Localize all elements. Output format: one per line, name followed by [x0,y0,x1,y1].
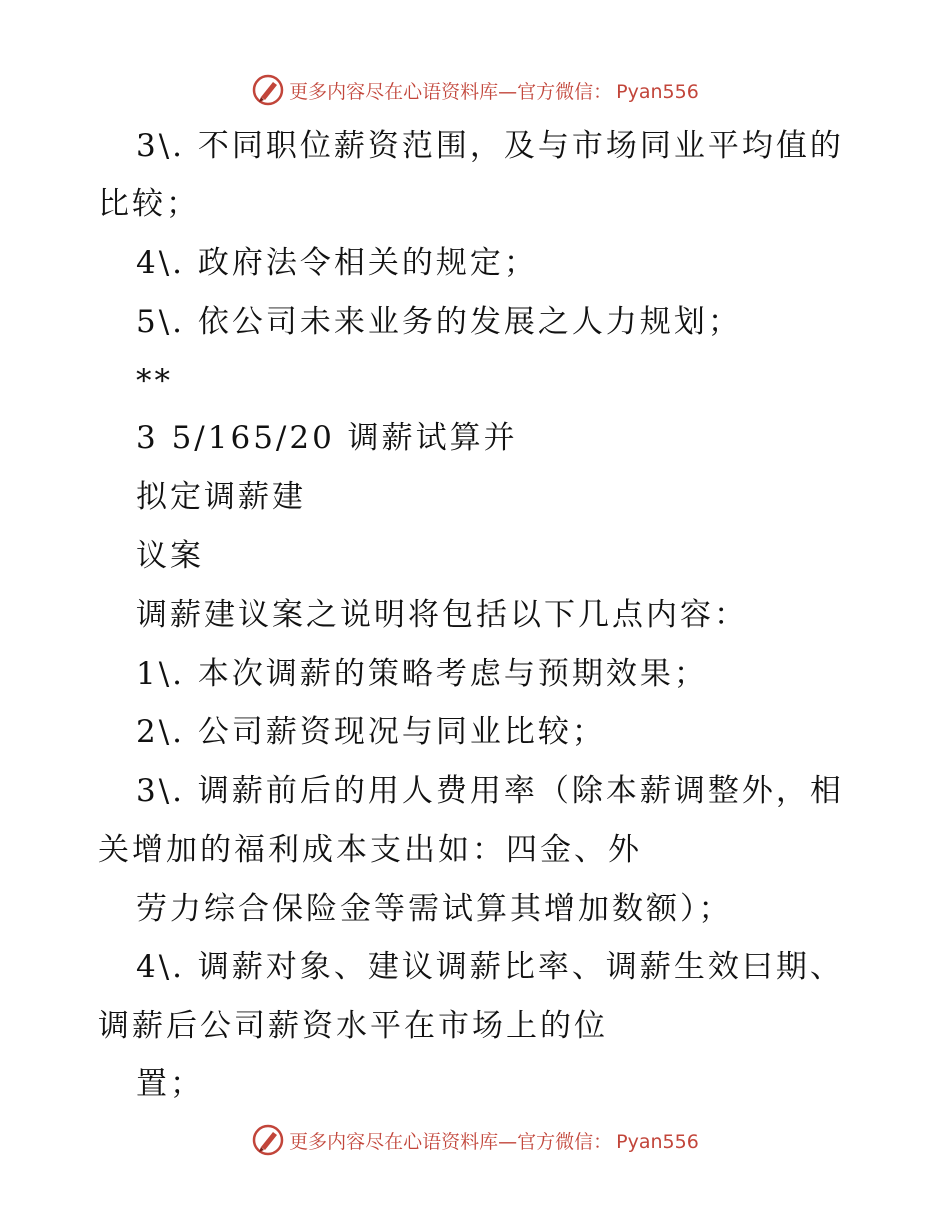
paragraph-line: 关增加的福利成本支出如：四金、外 [98,832,642,868]
paragraph-line: 置； [136,1066,204,1102]
paragraph-line: 劳力综合保险金等需试算其增加数额）； [136,891,733,927]
paragraph-line: 比较； [98,186,200,222]
paragraph-line: 4\. 调薪对象、建议调薪比率、调薪生效曰期、 [136,949,844,985]
pen-logo-icon [251,73,285,107]
section-heading: 议案 [136,538,204,574]
paragraph-line: 3\. 调薪前后的用人费用率（除本薪调整外，相 [136,773,844,809]
paragraph-line: 4\. 政府法令相关的规定； [136,245,538,281]
paragraph-line: 3\. 不同职位薪资范围，及与市场同业平均值的 [136,128,844,164]
pen-logo-icon [251,1123,285,1157]
paragraph-line: 2\. 公司薪资现况与同业比较； [136,714,606,750]
paragraph-line: ** [136,363,173,399]
paragraph-line: 1\. 本次调薪的策略考虑与预期效果； [136,656,708,692]
watermark-banner-bottom [0,1120,950,1160]
paragraph-line: 调薪建议案之说明将包括以下几点内容： [136,597,748,633]
paragraph-line: 5\. 依公司未来业务的发展之人力规划； [136,304,742,340]
watermark-text: 更多内容尽在心语资料库—官方微信： Pyan556 [289,80,699,103]
watermark-banner-top [0,70,950,110]
paragraph-line: 调薪后公司薪资水平在市场上的位 [98,1008,608,1044]
section-heading: 3 5/165/20 调薪试算并 [136,420,518,456]
watermark-text: 更多内容尽在心语资料库—官方微信： Pyan556 [289,1130,699,1153]
section-heading: 拟定调薪建 [136,479,306,515]
